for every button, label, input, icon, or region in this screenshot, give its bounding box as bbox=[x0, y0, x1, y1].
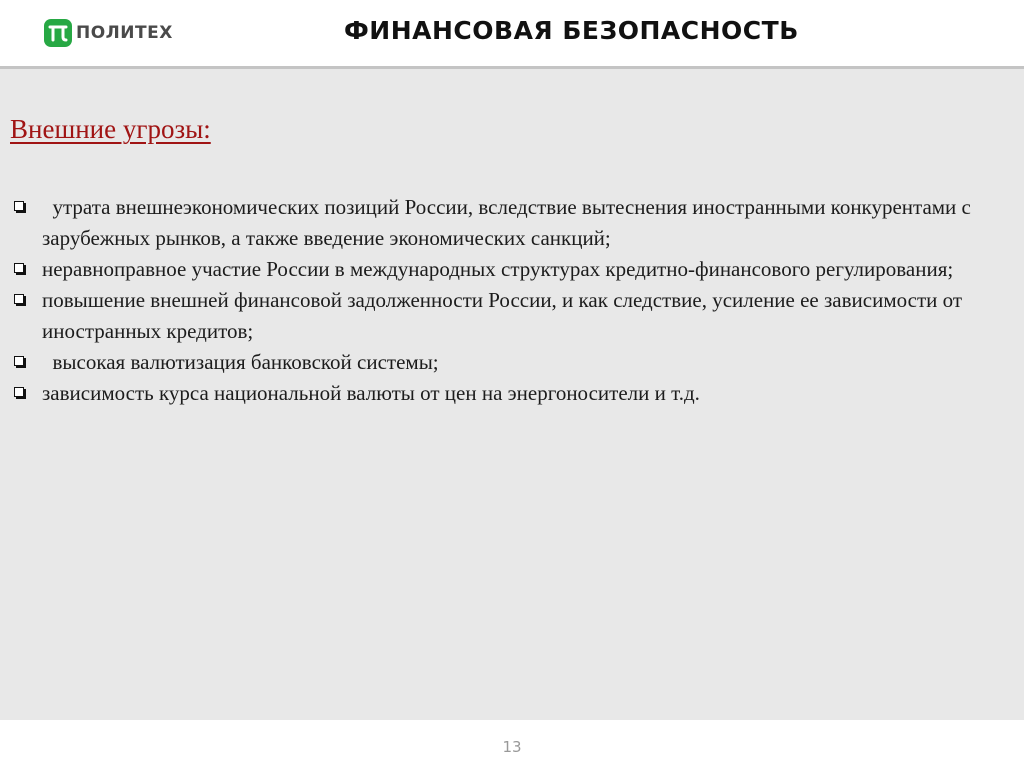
section-heading: Внешние угрозы: bbox=[10, 114, 211, 144]
square-bullet-icon bbox=[14, 387, 24, 397]
square-bullet-icon bbox=[14, 294, 24, 304]
list-item-text: утрата внешнеэкономических позиций России, вследствие вытеснения иностранными конкурентами с зарубежных рынков, а также введение экономических санкций; bbox=[42, 195, 977, 250]
list-item bbox=[14, 192, 1014, 254]
slide-content bbox=[0, 69, 1024, 720]
square-bullet-icon bbox=[14, 201, 24, 211]
list-item-text: повышение внешней финансовой задолженности России, и как следствие, усиление ее зависимости от иностранных кредитов; bbox=[42, 288, 963, 343]
polytech-logo-icon bbox=[44, 19, 72, 47]
slide-header bbox=[0, 0, 1024, 66]
list-item bbox=[14, 378, 1014, 409]
threats-list bbox=[14, 192, 1014, 409]
square-bullet-icon bbox=[14, 356, 24, 366]
list-item bbox=[14, 285, 1014, 347]
slide-title: ФИНАНСОВАЯ БЕЗОПАСНОСТЬ bbox=[344, 16, 799, 45]
page-number: 13 bbox=[502, 738, 522, 756]
list-item-text: зависимость курса национальной валюты от цен на энергоносители и т.д. bbox=[42, 381, 700, 405]
logo-text: ПОЛИТЕХ bbox=[76, 23, 173, 43]
list-item bbox=[14, 347, 1014, 378]
list-item bbox=[14, 254, 1014, 285]
list-item-text: неравноправное участие России в международных структурах кредитно-финансового регулирования; bbox=[42, 257, 954, 281]
logo bbox=[44, 18, 173, 48]
square-bullet-icon bbox=[14, 263, 24, 273]
slide-footer bbox=[0, 720, 1024, 768]
list-item-text: высокая валютизация банковской системы; bbox=[42, 350, 439, 374]
